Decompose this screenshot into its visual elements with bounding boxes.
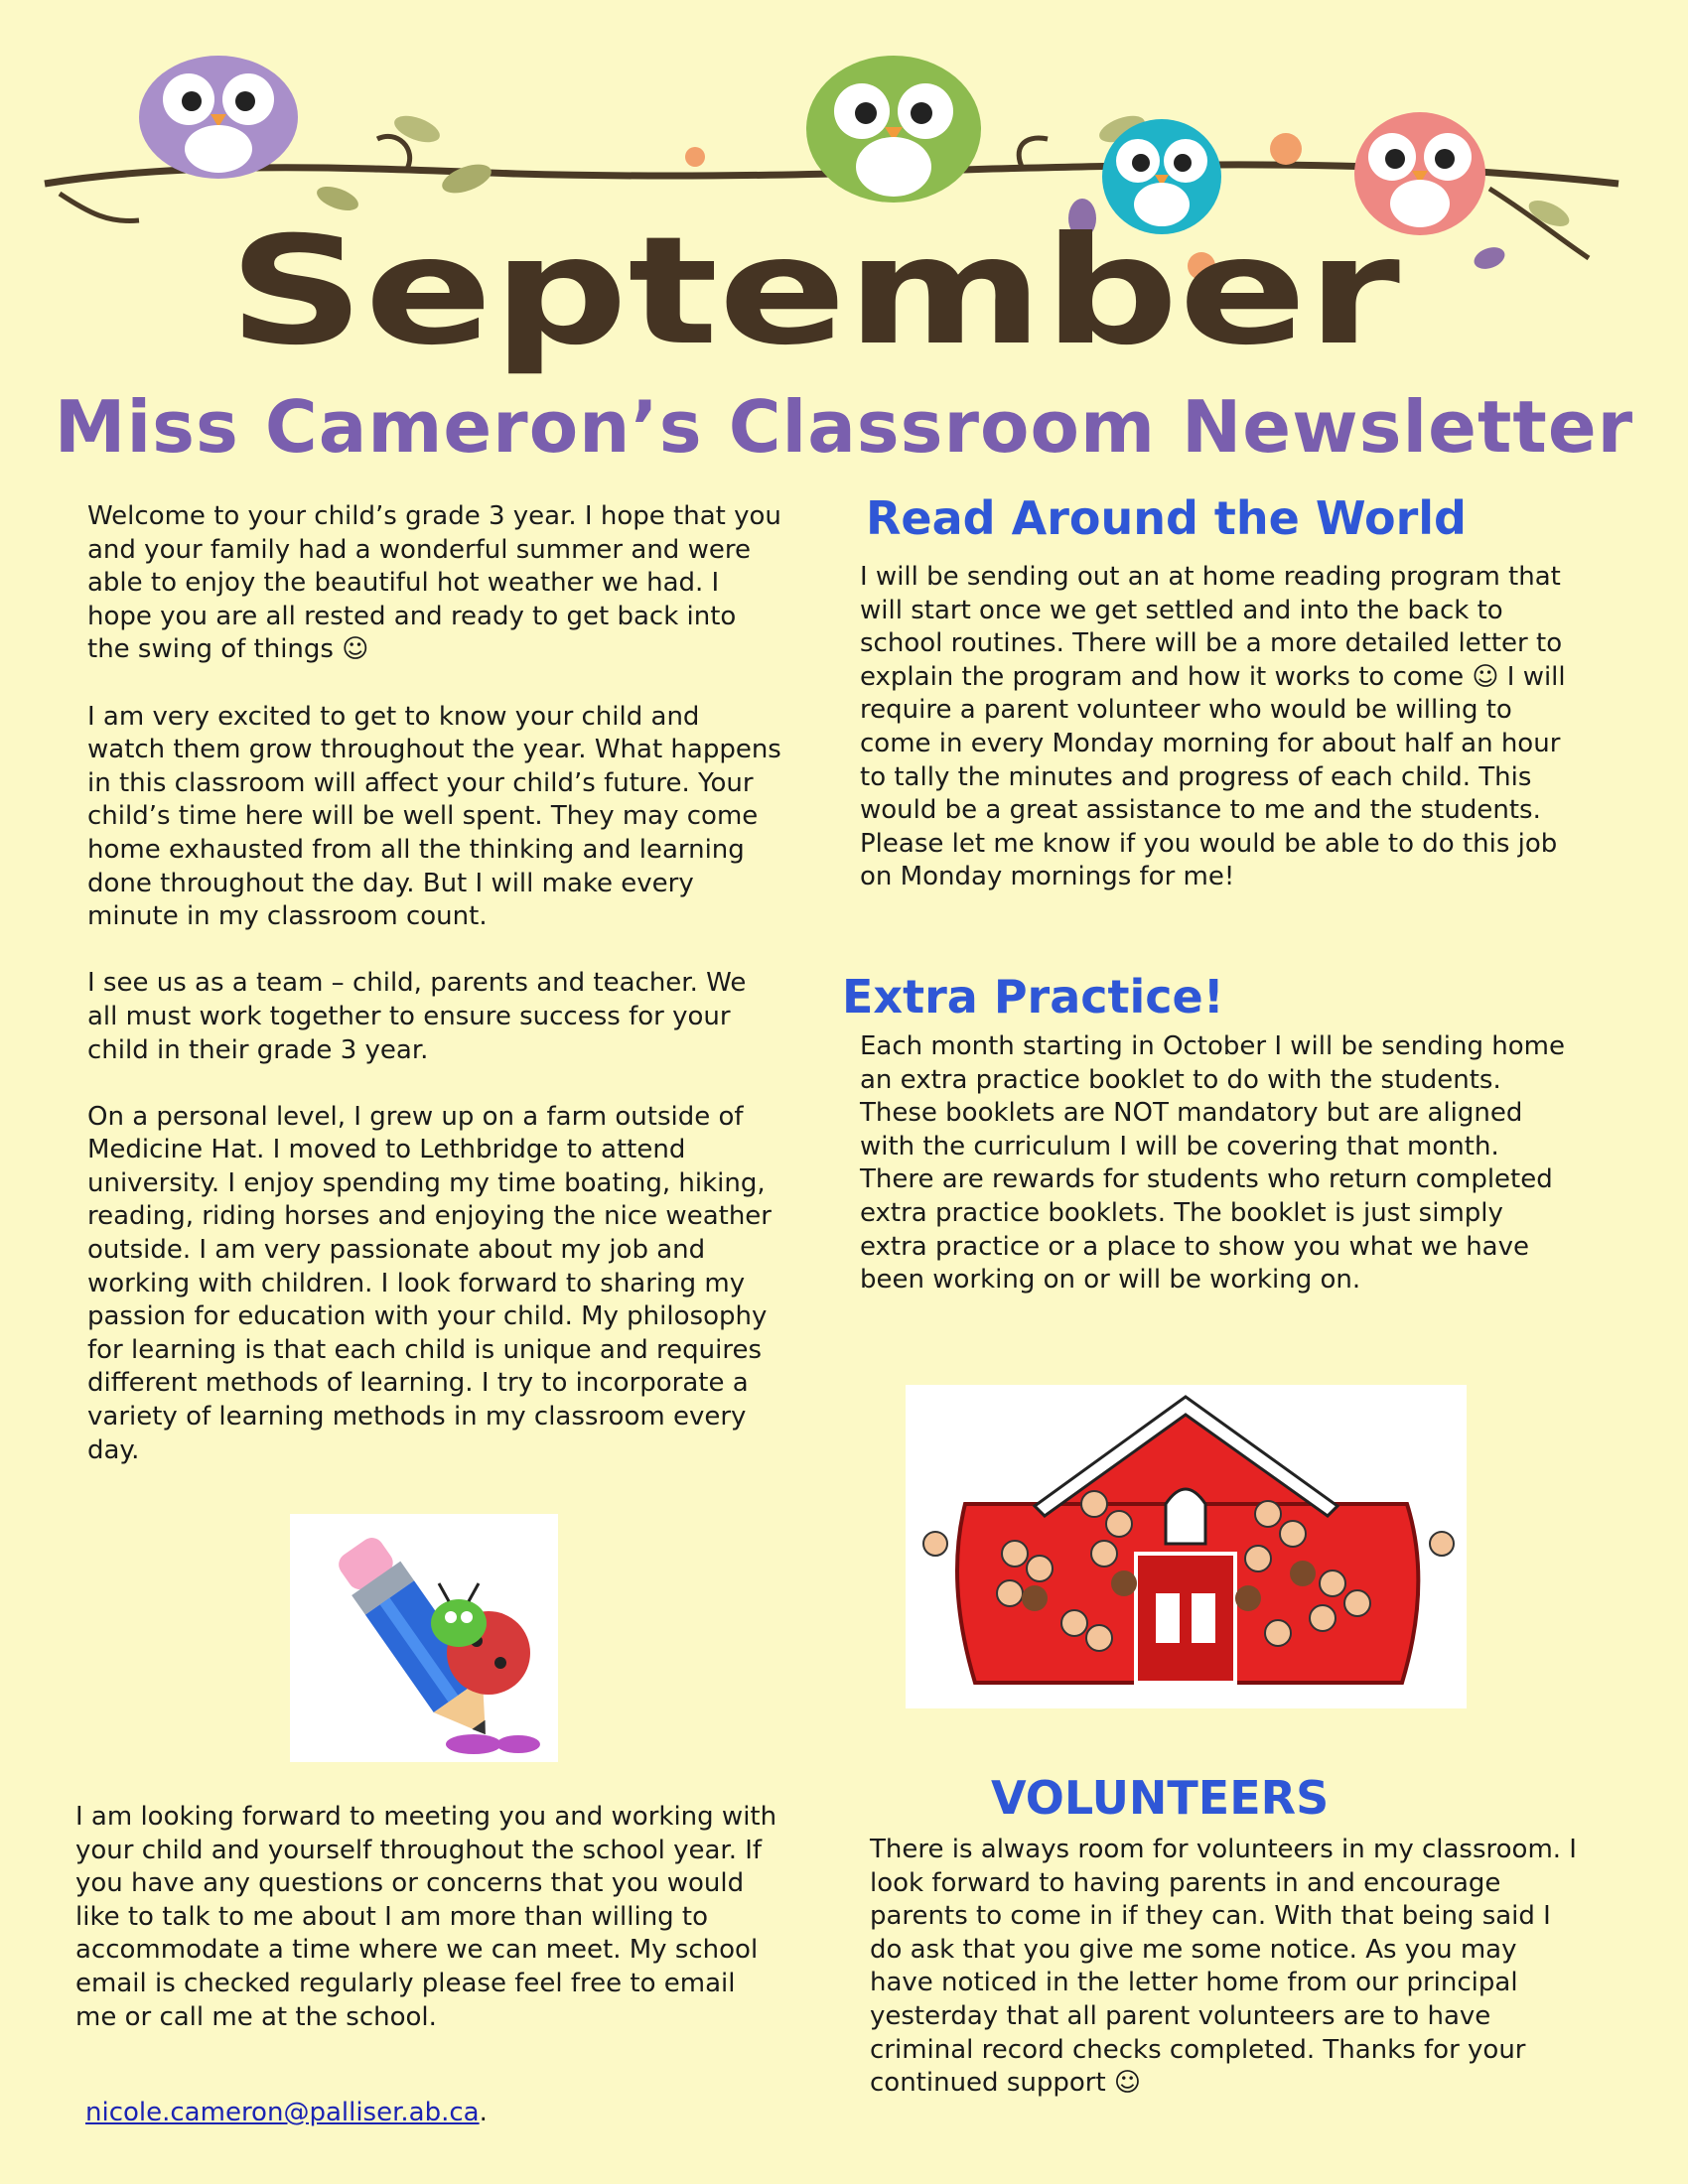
extra-practice-text: Each month starting in October I will be sending home an extra practice booklet to do with the students. These booklets are NOT mandatory but are aligned with the curriculum I will be covering that month. There are rewards for students who return completed extra practice booklets. The booklet is just simply extra practice or a place to show you what we have been working on or will be working on. xyxy=(860,1031,1565,1296)
volunteers-heading: VOLUNTEERS xyxy=(991,1771,1330,1825)
read-around-heading: Read Around the World xyxy=(866,491,1467,545)
left-column xyxy=(87,500,782,1501)
schoolhouse-image xyxy=(906,1385,1467,1708)
team-paragraph: I see us as a team – child, parents and teacher. We all must work together to ensure success for your child in their grade 3 year. xyxy=(87,968,747,1065)
email-period: . xyxy=(479,2098,488,2127)
welcome-paragraph: Welcome to your child’s grade 3 year. I hope that you and your family had a wonderful summer and were able to enjoy the beautiful hot weather we had. I hope you are all rested and ready to get back into the swing of things ☺ xyxy=(87,501,781,665)
purple-owl-icon xyxy=(139,56,298,179)
closing-block xyxy=(75,1801,782,2034)
email-line xyxy=(85,2098,488,2127)
read-around-text: I will be sending out an at home reading program that will start once we get settled and into the back to school routines. There will be a more detailed letter to explain the program and how it works to come ☺ I will require a parent volunteer who would be willing to come in every Monday morning for about half an hour to tally the minutes and progress of each child. This would be a great assistance to me and the students. Please let me know if you would be able to do this job on Monday mornings for me! xyxy=(860,562,1566,892)
volunteers-block xyxy=(870,1834,1585,2101)
read-around-block xyxy=(860,561,1567,894)
volunteers-text: There is always room for volunteers in my classroom. I look forward to having parents in and encourage parents to come in if they can. With that being said I do ask that you give me some notice. As you may have noticed in the letter home from our principal yesterday that all parent volunteers are to have criminal record checks completed. Thanks for your continued support ☺ xyxy=(870,1835,1577,2099)
closing-paragraph: I am looking forward to meeting you and working with your child and yourself throughout the school year. If you have any questions or concerns that you would like to talk to me about I am more than willing to accommodate a time where we can meet. My school email is checked regularly please feel free to email me or call me at the school. xyxy=(75,1802,777,2032)
month-heading: September xyxy=(228,205,1401,378)
extra-practice-heading: Extra Practice! xyxy=(842,970,1224,1024)
header-banner xyxy=(0,0,1688,387)
pencil-ladybug-image xyxy=(290,1514,558,1762)
personal-paragraph: On a personal level, I grew up on a farm outside of Medicine Hat. I moved to Lethbridge to attend university. I enjoy spending my time boating, hiking, reading, riding horses and enjoying the nice weather outside. I am very passionate about my job and working with children. I look forward to sharing my passion for education with your child. My philosophy for learning is that each child is unique and requires different methods of learning. I try to incorporate a variety of learning methods in my classroom every day. xyxy=(87,1101,772,1465)
email-link[interactable]: nicole.cameron@palliser.ab.ca xyxy=(85,2098,480,2127)
green-owl-icon xyxy=(806,56,981,203)
newsletter-title: Miss Cameron’s Classroom Newsletter xyxy=(54,385,1634,469)
excited-paragraph: I am very excited to get to know your child and watch them grow throughout the year. What happens in this classroom will affect your child’s future. Your child’s time here will be well spent. They may come home exhausted from all the thinking and learning done throughout the day. But I will make every minute in my classroom count. xyxy=(87,701,781,932)
extra-practice-block xyxy=(860,1030,1567,1297)
